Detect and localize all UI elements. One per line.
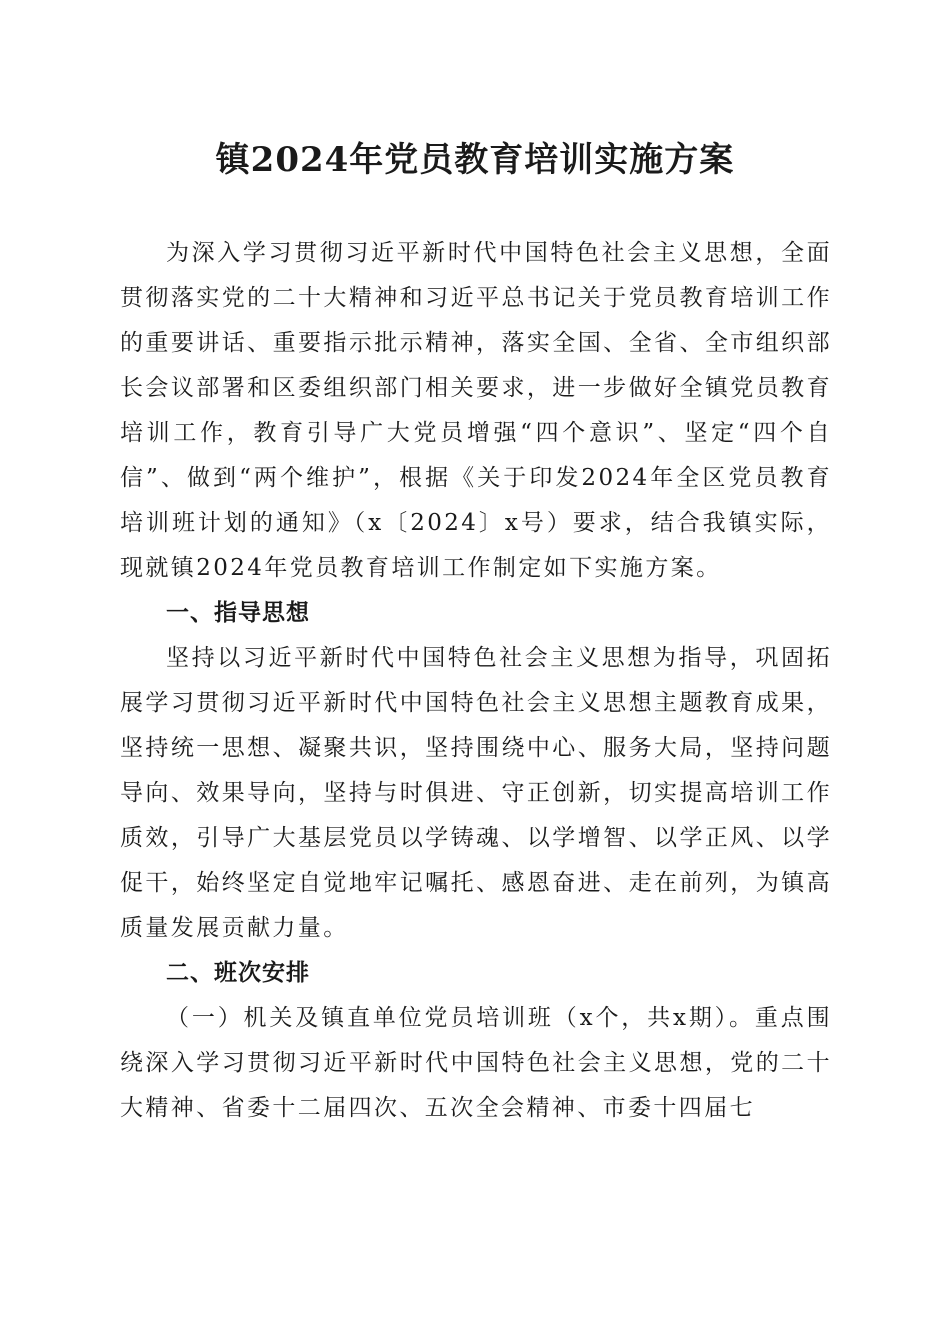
document-body [120,231,832,1131]
intro-paragraph: 为深入学习贯彻习近平新时代中国特色社会主义思想，全面贯彻落实党的二十大精神和习近平总书记关于党员教育培训工作的重要讲话、重要指示批示精神，落实全国、全省、全市组织部长会议部署和区委组织部门相关要求，进一步做好全镇党员教育培训工作，教育引导广大党员增强“四个意识”、坚定“四个自信”、做到“两个维护”，根据《关于印发2024年全区党员教育培训班计划的通知》（x〔2024〕x号）要求，结合我镇实际，现就镇2024年党员教育培训工作制定如下实施方案。 [120,240,832,581]
class-arrangement-item-1: （一）机关及镇直单位党员培训班（x个，共x期）。重点围绕深入学习贯彻习近平新时代中国特色社会主义思想，党的二十大精神、省委十二届四次、五次全会精神、市委十四届七 [120,1005,832,1121]
guiding-thought-paragraph: 坚持以习近平新时代中国特色社会主义思想为指导，巩固拓展学习贯彻习近平新时代中国特色社会主义思想主题教育成果，坚持统一思想、凝聚共识，坚持围绕中心、服务大局，坚持问题导向、效果导向，坚持与时俱进、守正创新，切实提高培训工作质效，引导广大基层党员以学铸魂、以学增智、以学正风、以学促干，始终坚定自觉地牢记嘱托、感恩奋进、走在前列，为镇高质量发展贡献力量。 [120,645,832,941]
document-title: 镇2024年党员教育培训实施方案 [215,140,735,180]
section-heading-guiding-thought: 一、指导思想 [166,600,310,626]
section-heading-class-arrangement: 二、班次安排 [166,960,310,986]
